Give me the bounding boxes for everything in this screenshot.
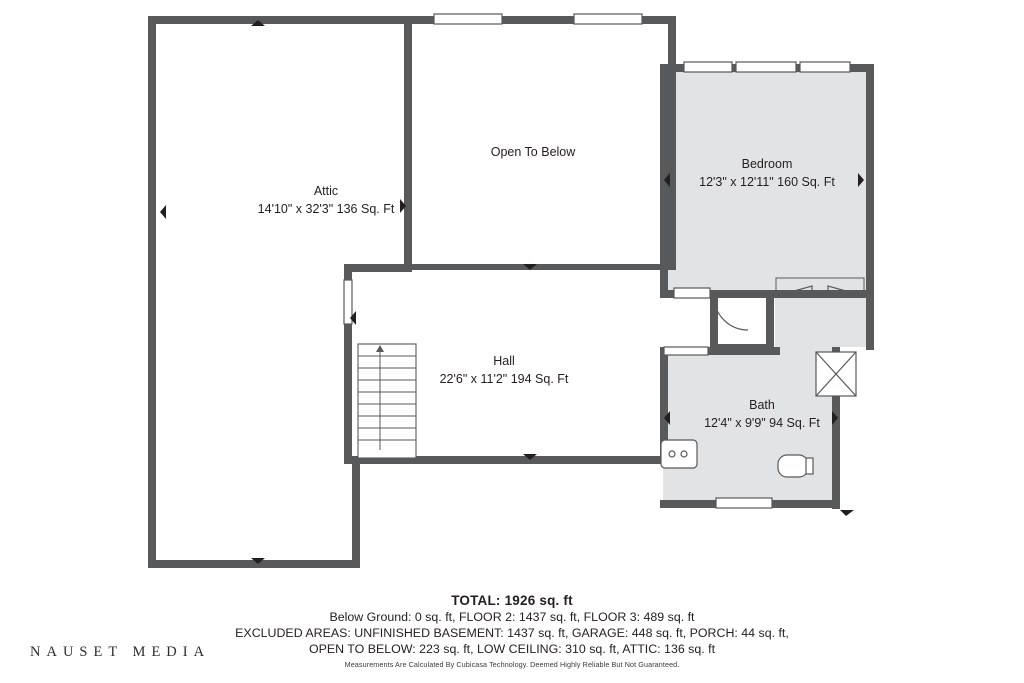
room-dimensions: 12'3" x 12'11" 160 Sq. Ft [699,175,835,190]
measurement-disclaimer: Measurements Are Calculated By Cubicasa Technology. Deemed Highly Reliable But Not Guaranteed. [344,660,680,669]
room-name: Attic [313,184,339,198]
room-name: Bedroom [741,157,793,171]
room-dimensions: 14'10" x 32'3" 136 Sq. Ft [257,202,395,217]
room-dimensions: 12'4" x 9'9" 94 Sq. Ft [704,416,820,431]
room-name: Bath [749,398,775,412]
room-label-bath [704,396,820,432]
room-dimensions: 22'6" x 11'2" 194 Sq. Ft [439,372,569,387]
room-label-bedroom [699,155,835,191]
room-name: Open To Below [490,145,576,159]
excluded-areas-line-2: OPEN TO BELOW: 223 sq. ft, LOW CEILING: 310 sq. ft, ATTIC: 136 sq. ft [308,642,716,656]
total-area: TOTAL: 1926 sq. ft [451,593,573,608]
room-label-hall [440,352,569,388]
excluded-areas-line-1: EXCLUDED AREAS: UNFINISHED BASEMENT: 1437 sq. ft, GARAGE: 448 sq. ft, PORCH: 44 sq. ft, [235,626,789,640]
stairs [358,344,416,458]
room-label-attic [258,182,395,218]
brand-watermark: NAUSET MEDIA [30,644,211,660]
room-name: Hall [493,354,515,368]
floor-breakdown: Below Ground: 0 sq. ft, FLOOR 2: 1437 sq. ft, FLOOR 3: 489 sq. ft [329,610,695,624]
room-label-open-to-below [491,143,576,161]
